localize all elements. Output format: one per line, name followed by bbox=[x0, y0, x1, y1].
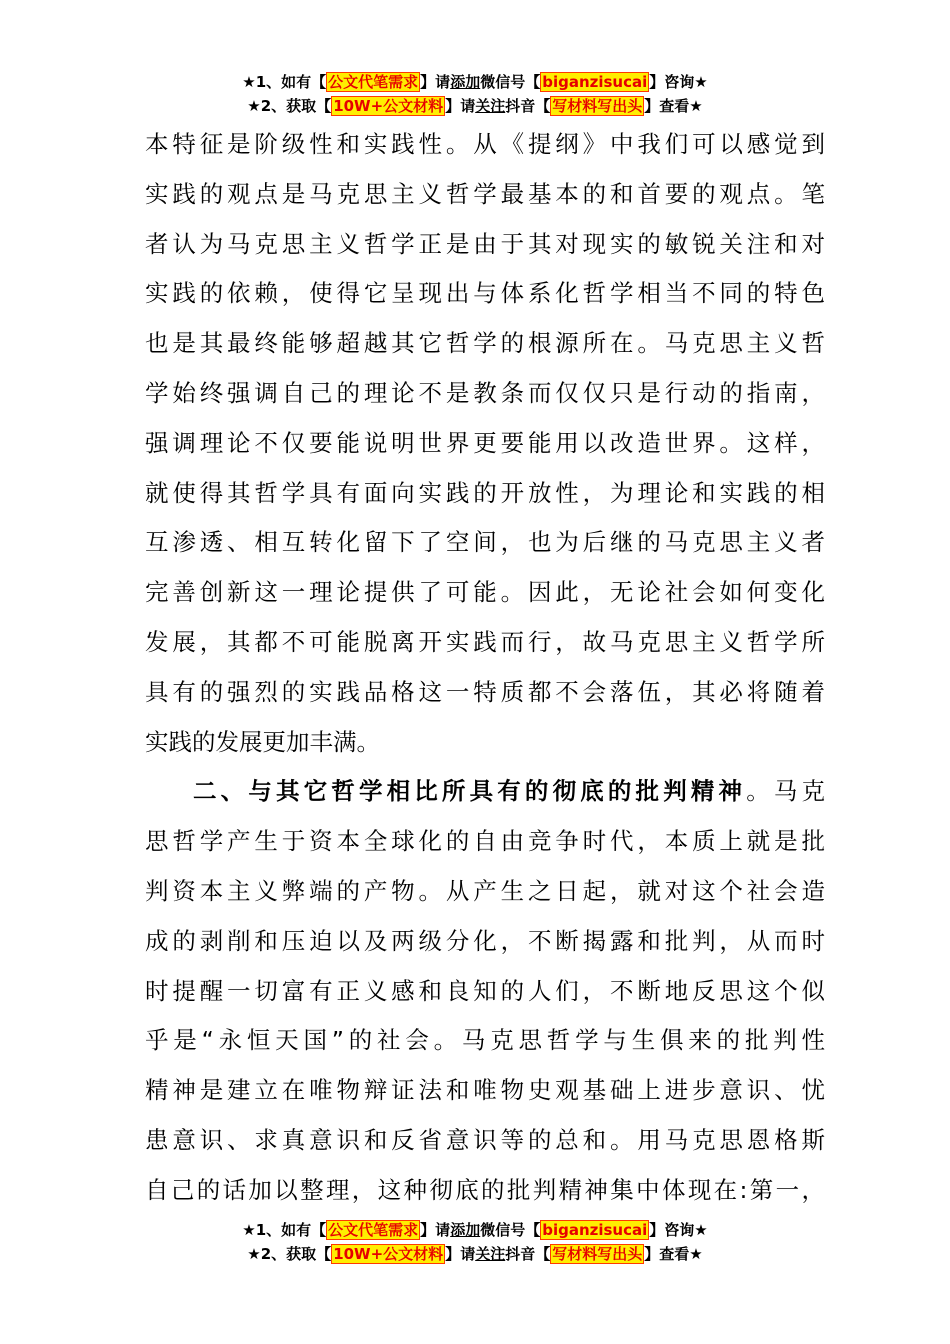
text-line: 互渗透、相互转化留下了空间，也为后继的马克思主义者 bbox=[145, 528, 825, 557]
banner-line-2: ★2、获取【 10W+公文材料 】请关注抖音【 写材料写出头 】查看★ bbox=[247, 1245, 703, 1263]
text-line: 实践的发展更加丰满。 bbox=[145, 727, 380, 756]
section-heading: 二、与其它哲学相比所具有的彻底的批判精神 bbox=[193, 777, 747, 806]
header-banner bbox=[0, 70, 950, 118]
footer-banner bbox=[0, 1218, 950, 1266]
highlight-tag: 写材料写出头 bbox=[552, 97, 643, 115]
text-line: 发展，其都不可能脱离开实践而行，故马克思主义哲学所 bbox=[145, 627, 825, 656]
text-line: 实践的观点是马克思主义哲学最基本的和首要的观点。笔 bbox=[145, 179, 825, 208]
highlight-tag: biganzisucai bbox=[542, 73, 648, 91]
text-line: 具有的强烈的实践品格这一特质都不会落伍，其必将随着 bbox=[145, 677, 825, 706]
highlight-tag: 10W+公文材料 bbox=[333, 1245, 444, 1263]
highlight-tag: 10W+公文材料 bbox=[333, 97, 444, 115]
highlight-tag: 公文代笔需求 bbox=[328, 73, 419, 91]
text-line: 患意识、求真意识和反省意识等的总和。用马克思恩格斯 bbox=[145, 1125, 825, 1154]
banner-line-2: ★2、获取【 10W+公文材料 】请关注抖音【 写材料写出头 】查看★ bbox=[247, 97, 703, 115]
text-line: 自己的话加以整理，这种彻底的批判精神集中体现在:第一， bbox=[145, 1175, 825, 1204]
text-line: 也是其最终能够超越其它哲学的根源所在。马克思主义哲 bbox=[145, 329, 825, 358]
section-heading-line bbox=[145, 767, 825, 817]
highlight-tag: biganzisucai bbox=[542, 1221, 648, 1239]
text-line: 本特征是阶级性和实践性。从《提纲》中我们可以感觉到 bbox=[145, 130, 825, 158]
highlight-tag: 写材料写出头 bbox=[552, 1245, 643, 1263]
text-line: 学始终强调自己的理论不是教条而仅仅只是行动的指南， bbox=[145, 378, 825, 407]
text-line: 就使得其哲学具有面向实践的开放性，为理论和实践的相 bbox=[145, 478, 825, 507]
banner-line-1: ★1、如有【 公文代笔需求 】请添加微信号【 biganzisucai 】咨询★ bbox=[242, 73, 708, 91]
text-line: 判资本主义弊端的产物。从产生之日起，就对这个社会造 bbox=[145, 876, 825, 905]
text-line: 思哲学产生于资本全球化的自由竞争时代，本质上就是批 bbox=[145, 827, 825, 856]
banner-line-1: ★1、如有【 公文代笔需求 】请添加微信号【 biganzisucai 】咨询★ bbox=[242, 1221, 708, 1239]
text-line: 实践的依赖，使得它呈现出与体系化哲学相当不同的特色 bbox=[145, 279, 825, 308]
text-line: 精神是建立在唯物辩证法和唯物史观基础上进步意识、忧 bbox=[145, 1076, 825, 1105]
document-body bbox=[145, 120, 825, 1216]
highlight-tag: 公文代笔需求 bbox=[328, 1221, 419, 1239]
text-line: 完善创新这一理论提供了可能。因此，无论社会如何变化 bbox=[145, 578, 825, 607]
text-line: 成的剥削和压迫以及两级分化，不断揭露和批判，从而时 bbox=[145, 926, 825, 955]
heading-tail: 。马克 bbox=[746, 777, 826, 806]
text-line: 强调理论不仅要能说明世界更要能用以改造世界。这样， bbox=[145, 428, 825, 457]
text-line: 者认为马克思主义哲学正是由于其对现实的敏锐关注和对 bbox=[145, 229, 825, 258]
text-line: 乎是“永恒天国”的社会。马克思哲学与生俱来的批判性 bbox=[145, 1026, 825, 1055]
text-line: 时提醒一切富有正义感和良知的人们，不断地反思这个似 bbox=[145, 976, 825, 1005]
